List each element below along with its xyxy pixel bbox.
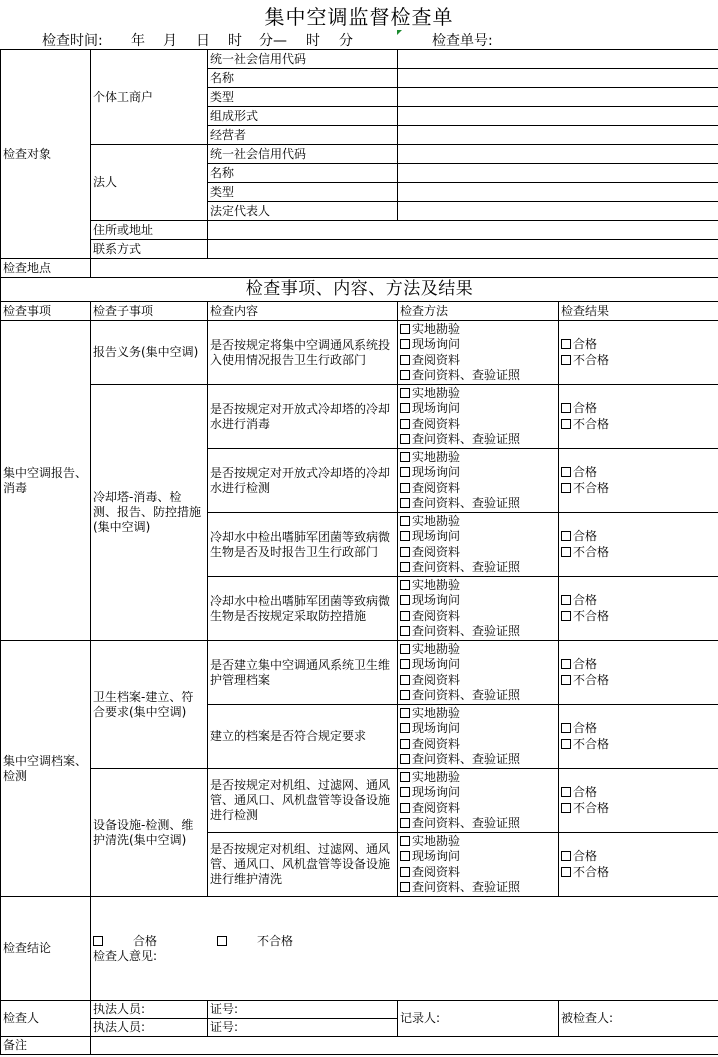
result-options: [559, 385, 718, 449]
checkbox-icon[interactable]: [400, 388, 410, 398]
method-option-label: 实地勘验: [412, 385, 461, 400]
checkbox-icon[interactable]: [93, 936, 103, 946]
conclusion-label: 检查结论: [1, 897, 91, 1001]
checkbox-icon[interactable]: [561, 531, 571, 541]
result-options: [559, 577, 718, 641]
method-option-label: 现场询问: [412, 401, 461, 415]
checkbox-icon[interactable]: [400, 419, 410, 429]
method-option-label: 查问资料、查验证照: [412, 752, 521, 766]
method-option-label: 实地勘验: [412, 641, 461, 656]
result-option[interactable]: [561, 529, 716, 545]
inspection-content: 冷却水中检出嗜肺军团菌等致病微生物是否及时报告卫生行政部门: [208, 513, 398, 577]
result-option-label: 不合格: [573, 544, 610, 559]
column-header: 检查方法: [398, 302, 559, 321]
method-option-label: 实地勘验: [412, 833, 461, 848]
conclusion-option-label: 不合格: [257, 933, 294, 948]
conclusion-option[interactable]: [217, 934, 323, 948]
inspected-label[interactable]: 被检查人:: [559, 1001, 718, 1037]
inspection-item: 集中空调档案、检测: [1, 641, 91, 897]
inspection-row: [1, 321, 718, 385]
method-option-label: 现场询问: [412, 721, 461, 735]
checkbox-icon[interactable]: [400, 498, 410, 508]
method-option[interactable]: [400, 721, 556, 737]
checkbox-icon[interactable]: [400, 851, 410, 861]
individual-field: 名称: [208, 69, 398, 88]
conclusion-body: [91, 897, 718, 1001]
inspection-content: 是否建立集中空调通风系统卫生维护管理档案: [208, 641, 398, 705]
method-option[interactable]: [400, 481, 556, 497]
hour2-label: 时: [306, 33, 320, 49]
method-option-label: 实地勘验: [412, 449, 461, 464]
sheet-number-label: 检查单号:: [432, 33, 493, 49]
result-option-label: 不合格: [573, 672, 610, 687]
legal-field-value[interactable]: [398, 164, 718, 183]
method-option[interactable]: [400, 849, 556, 865]
result-option-label: 不合格: [573, 416, 610, 431]
checkbox-icon[interactable]: [561, 419, 571, 429]
method-option[interactable]: [400, 624, 556, 640]
method-option-label: 查阅资料: [412, 544, 461, 559]
method-option-label: 实地勘验: [412, 577, 461, 592]
document-title: 集中空调监督检查单: [264, 5, 454, 29]
method-option-label: 实地勘验: [412, 769, 461, 784]
checkbox-icon[interactable]: [561, 675, 571, 685]
method-option-label: 查问资料、查验证照: [412, 880, 521, 894]
method-option-label: 现场询问: [412, 849, 461, 863]
individual-field: 组成形式: [208, 107, 398, 126]
checkbox-icon[interactable]: [400, 595, 410, 605]
result-option[interactable]: [561, 657, 716, 673]
checkbox-icon[interactable]: [400, 483, 410, 493]
remark-value[interactable]: [91, 1037, 718, 1055]
result-option-label: 合格: [573, 401, 598, 415]
method-option[interactable]: [400, 770, 556, 786]
checkbox-icon[interactable]: [400, 754, 410, 764]
remark-label: 备注: [1, 1037, 91, 1055]
individual-field: 经营者: [208, 126, 398, 145]
result-option[interactable]: [561, 353, 716, 369]
location-label: 检查地点: [1, 259, 91, 278]
legal-field-value[interactable]: [398, 202, 718, 221]
inspection-row: [1, 641, 718, 705]
method-option[interactable]: [400, 401, 556, 417]
result-options: [559, 321, 718, 385]
result-option[interactable]: [561, 401, 716, 417]
checkbox-icon[interactable]: [400, 580, 410, 590]
result-option[interactable]: [561, 481, 716, 497]
checkbox-icon[interactable]: [561, 403, 571, 413]
checkbox-icon[interactable]: [400, 516, 410, 526]
checkbox-icon[interactable]: [400, 882, 410, 892]
conclusion-options: [93, 934, 716, 949]
column-header: 检查结果: [559, 302, 718, 321]
result-option[interactable]: [561, 785, 716, 801]
individual-field: 统一社会信用代码: [208, 50, 398, 69]
checkbox-icon[interactable]: [400, 772, 410, 782]
checkbox-icon[interactable]: [400, 690, 410, 700]
address-value[interactable]: [208, 221, 718, 240]
method-option-label: 查阅资料: [412, 864, 461, 879]
method-option[interactable]: [400, 880, 556, 896]
checkbox-icon[interactable]: [561, 867, 571, 877]
individual-field-value[interactable]: [398, 107, 718, 126]
cert-label[interactable]: 证号:: [208, 1019, 398, 1037]
method-option-label: 查阅资料: [412, 480, 461, 495]
method-option[interactable]: [400, 514, 556, 530]
result-options: [559, 641, 718, 705]
result-option-label: 不合格: [573, 480, 610, 495]
result-options: [559, 833, 718, 897]
method-options: [398, 577, 559, 641]
legal-field: 类型: [208, 183, 398, 202]
checkbox-icon[interactable]: [217, 936, 227, 946]
checkbox-icon[interactable]: [400, 434, 410, 444]
hour-label: 时: [228, 33, 242, 49]
result-option[interactable]: [561, 849, 716, 865]
inspection-content: 是否按规定对机组、过滤网、通风管、通风口、风机盘管等设备设施进行检测: [208, 769, 398, 833]
result-options: [559, 705, 718, 769]
checkbox-icon[interactable]: [400, 818, 410, 828]
individual-field-value[interactable]: [398, 50, 718, 69]
conclusion-row: [1, 897, 718, 1001]
checkbox-icon[interactable]: [400, 531, 410, 541]
column-header-row: [1, 302, 718, 321]
method-option[interactable]: [400, 417, 556, 433]
method-option[interactable]: [400, 642, 556, 658]
inspection-subitem: 设备设施-检测、维护清洗(集中空调): [91, 769, 208, 897]
inspection-content: 建立的档案是否符合规定要求: [208, 705, 398, 769]
method-option[interactable]: [400, 609, 556, 625]
checkbox-icon[interactable]: [561, 547, 571, 557]
address-label: 住所或地址: [91, 221, 208, 240]
method-option[interactable]: [400, 816, 556, 832]
individual-field: 类型: [208, 88, 398, 107]
officer-label[interactable]: 执法人员:: [91, 1001, 208, 1019]
checkbox-icon[interactable]: [400, 467, 410, 477]
inspection-table: [0, 49, 718, 1055]
method-option-label: 查问资料、查验证照: [412, 496, 521, 510]
result-option-label: 不合格: [573, 608, 610, 623]
method-option[interactable]: [400, 368, 556, 384]
legal-field-value[interactable]: [398, 145, 718, 164]
inspector-row: [1, 1001, 718, 1019]
method-option-label: 查阅资料: [412, 416, 461, 431]
result-option-label: 合格: [573, 465, 598, 479]
checkbox-icon[interactable]: [400, 562, 410, 572]
result-option-label: 不合格: [573, 800, 610, 815]
method-option[interactable]: [400, 737, 556, 753]
column-header: 检查内容: [208, 302, 398, 321]
method-option-label: 查问资料、查验证照: [412, 816, 521, 830]
checkbox-icon[interactable]: [400, 611, 410, 621]
checkbox-icon[interactable]: [400, 723, 410, 733]
result-option[interactable]: [561, 721, 716, 737]
checkbox-icon[interactable]: [400, 803, 410, 813]
method-options: [398, 513, 559, 577]
legal-field: 名称: [208, 164, 398, 183]
method-option-label: 查问资料、查验证照: [412, 560, 521, 574]
method-option[interactable]: [400, 865, 556, 881]
result-option-label: 不合格: [573, 352, 610, 367]
result-option-label: 合格: [573, 529, 598, 543]
method-option[interactable]: [400, 496, 556, 512]
result-options: [559, 449, 718, 513]
method-option[interactable]: [400, 337, 556, 353]
checkbox-icon[interactable]: [561, 803, 571, 813]
checkbox-icon[interactable]: [400, 659, 410, 669]
checkbox-icon[interactable]: [400, 739, 410, 749]
recorder-label[interactable]: 记录人:: [398, 1001, 559, 1037]
column-header: 检查事项: [1, 302, 91, 321]
conclusion-option[interactable]: [93, 934, 187, 948]
inspection-time-label: 检查时间:: [42, 33, 103, 49]
method-options: [398, 321, 559, 385]
checkbox-icon[interactable]: [561, 483, 571, 493]
conclusion-option-label: 合格: [133, 933, 158, 948]
checkbox-icon[interactable]: [561, 595, 571, 605]
method-option-label: 现场询问: [412, 529, 461, 543]
method-option[interactable]: [400, 706, 556, 722]
individual-field-value[interactable]: [398, 88, 718, 107]
year-label: 年: [131, 33, 145, 49]
method-option[interactable]: [400, 785, 556, 801]
method-option[interactable]: [400, 450, 556, 466]
method-option-label: 查阅资料: [412, 352, 461, 367]
method-option[interactable]: [400, 657, 556, 673]
inspection-content: 是否按规定对机组、过滤网、通风管、通风口、风机盘管等设备设施进行维护清洗: [208, 833, 398, 897]
checkbox-icon[interactable]: [400, 403, 410, 413]
method-option[interactable]: [400, 432, 556, 448]
inspection-row: [1, 769, 718, 833]
method-option-label: 查阅资料: [412, 672, 461, 687]
location-value[interactable]: [91, 259, 718, 278]
checkbox-icon[interactable]: [400, 339, 410, 349]
checkbox-icon[interactable]: [561, 659, 571, 669]
individual-field-value[interactable]: [398, 69, 718, 88]
checkbox-icon[interactable]: [400, 787, 410, 797]
method-option[interactable]: [400, 752, 556, 768]
method-option-label: 查阅资料: [412, 608, 461, 623]
method-option[interactable]: [400, 353, 556, 369]
checkbox-icon[interactable]: [400, 547, 410, 557]
method-options: [398, 449, 559, 513]
checkbox-icon[interactable]: [400, 355, 410, 365]
checkbox-icon[interactable]: [561, 739, 571, 749]
result-option[interactable]: [561, 673, 716, 689]
result-option[interactable]: [561, 609, 716, 625]
method-options: [398, 833, 559, 897]
inspection-content: 是否按规定对开放式冷却塔的冷却水进行检测: [208, 449, 398, 513]
subject-label: 检查对象: [1, 50, 91, 259]
method-option[interactable]: [400, 834, 556, 850]
result-option-label: 合格: [573, 849, 598, 863]
result-option-label: 合格: [573, 785, 598, 799]
result-option[interactable]: [561, 865, 716, 881]
section-title: 检查事项、内容、方法及结果: [1, 278, 718, 302]
method-option-label: 查阅资料: [412, 736, 461, 751]
method-options: [398, 641, 559, 705]
checkbox-icon[interactable]: [400, 324, 410, 334]
inspection-content: 是否按规定将集中空调通风系统投入使用情况报告卫生行政部门: [208, 321, 398, 385]
individual-field-value[interactable]: [398, 126, 718, 145]
method-options: [398, 705, 559, 769]
minute2-label: 分: [339, 33, 353, 49]
month-label: 月: [163, 33, 177, 49]
method-option[interactable]: [400, 593, 556, 609]
checkbox-icon[interactable]: [561, 611, 571, 621]
contact-value[interactable]: [208, 240, 718, 259]
inspection-item: 集中空调报告、消毒: [1, 321, 91, 641]
result-options: [559, 769, 718, 833]
checkbox-icon[interactable]: [561, 339, 571, 349]
result-option[interactable]: [561, 593, 716, 609]
result-option-label: 不合格: [573, 736, 610, 751]
cert-label[interactable]: 证号:: [208, 1001, 398, 1019]
checkbox-icon[interactable]: [400, 675, 410, 685]
method-option-label: 现场询问: [412, 657, 461, 671]
checkbox-icon[interactable]: [400, 644, 410, 654]
result-option[interactable]: [561, 801, 716, 817]
checkbox-icon[interactable]: [561, 467, 571, 477]
result-option[interactable]: [561, 417, 716, 433]
legal-field-value[interactable]: [398, 183, 718, 202]
remark-row: [1, 1037, 718, 1055]
checkbox-icon[interactable]: [400, 836, 410, 846]
result-option-label: 不合格: [573, 864, 610, 879]
inspector-label: 检查人: [1, 1001, 91, 1037]
result-options: [559, 513, 718, 577]
checkbox-icon[interactable]: [561, 355, 571, 365]
checkbox-icon[interactable]: [561, 851, 571, 861]
method-option[interactable]: [400, 801, 556, 817]
cell-comment-marker: [397, 30, 402, 35]
inspection-content: 冷却水中检出嗜肺军团菌等致病微生物是否按规定采取防控措施: [208, 577, 398, 641]
method-option[interactable]: [400, 529, 556, 545]
method-option[interactable]: [400, 688, 556, 704]
method-option-label: 实地勘验: [412, 513, 461, 528]
inspection-content: 是否按规定对开放式冷却塔的冷却水进行消毒: [208, 385, 398, 449]
inspection-subitem: 冷却塔-消毒、检测、报告、防控措施(集中空调): [91, 385, 208, 641]
method-option[interactable]: [400, 673, 556, 689]
legal-label: 法人: [91, 145, 208, 221]
method-option-label: 查问资料、查验证照: [412, 624, 521, 638]
inspection-row: [1, 385, 718, 449]
result-option[interactable]: [561, 337, 716, 353]
method-option[interactable]: [400, 578, 556, 594]
method-option[interactable]: [400, 465, 556, 481]
result-option[interactable]: [561, 545, 716, 561]
result-option[interactable]: [561, 737, 716, 753]
checkbox-icon[interactable]: [400, 626, 410, 636]
method-option-label: 查问资料、查验证照: [412, 432, 521, 446]
result-option-label: 合格: [573, 721, 598, 735]
method-options: [398, 385, 559, 449]
method-options: [398, 769, 559, 833]
method-option-label: 现场询问: [412, 785, 461, 799]
checkbox-icon[interactable]: [400, 452, 410, 462]
contact-label: 联系方式: [91, 240, 208, 259]
method-option-label: 实地勘验: [412, 705, 461, 720]
method-option[interactable]: [400, 560, 556, 576]
method-option[interactable]: [400, 545, 556, 561]
result-option-label: 合格: [573, 657, 598, 671]
individual-label: 个体工商户: [91, 50, 208, 145]
result-option[interactable]: [561, 465, 716, 481]
checkbox-icon[interactable]: [400, 708, 410, 718]
method-option-label: 现场询问: [412, 337, 461, 351]
method-option-label: 查问资料、查验证照: [412, 688, 521, 702]
legal-field: 法定代表人: [208, 202, 398, 221]
checkbox-icon[interactable]: [400, 370, 410, 380]
day-label: 日: [196, 33, 210, 49]
inspection-subitem: 报告义务(集中空调): [91, 321, 208, 385]
legal-field: 统一社会信用代码: [208, 145, 398, 164]
minute-to-label: 分—: [259, 33, 287, 49]
result-option-label: 合格: [573, 337, 598, 351]
method-option-label: 现场询问: [412, 465, 461, 479]
inspection-subitem: 卫生档案-建立、符合要求(集中空调): [91, 641, 208, 769]
column-header: 检查子事项: [91, 302, 208, 321]
checkbox-icon[interactable]: [561, 787, 571, 797]
inspection-time-row: [0, 32, 718, 50]
method-option-label: 现场询问: [412, 593, 461, 607]
method-option[interactable]: [400, 322, 556, 338]
method-option-label: 实地勘验: [412, 321, 461, 336]
method-option-label: 查阅资料: [412, 800, 461, 815]
officer-label[interactable]: 执法人员:: [91, 1019, 208, 1037]
checkbox-icon[interactable]: [561, 723, 571, 733]
method-option-label: 查问资料、查验证照: [412, 368, 521, 382]
opinion-label: 检查人意见:: [93, 948, 158, 963]
method-option[interactable]: [400, 386, 556, 402]
checkbox-icon[interactable]: [400, 867, 410, 877]
result-option-label: 合格: [573, 593, 598, 607]
